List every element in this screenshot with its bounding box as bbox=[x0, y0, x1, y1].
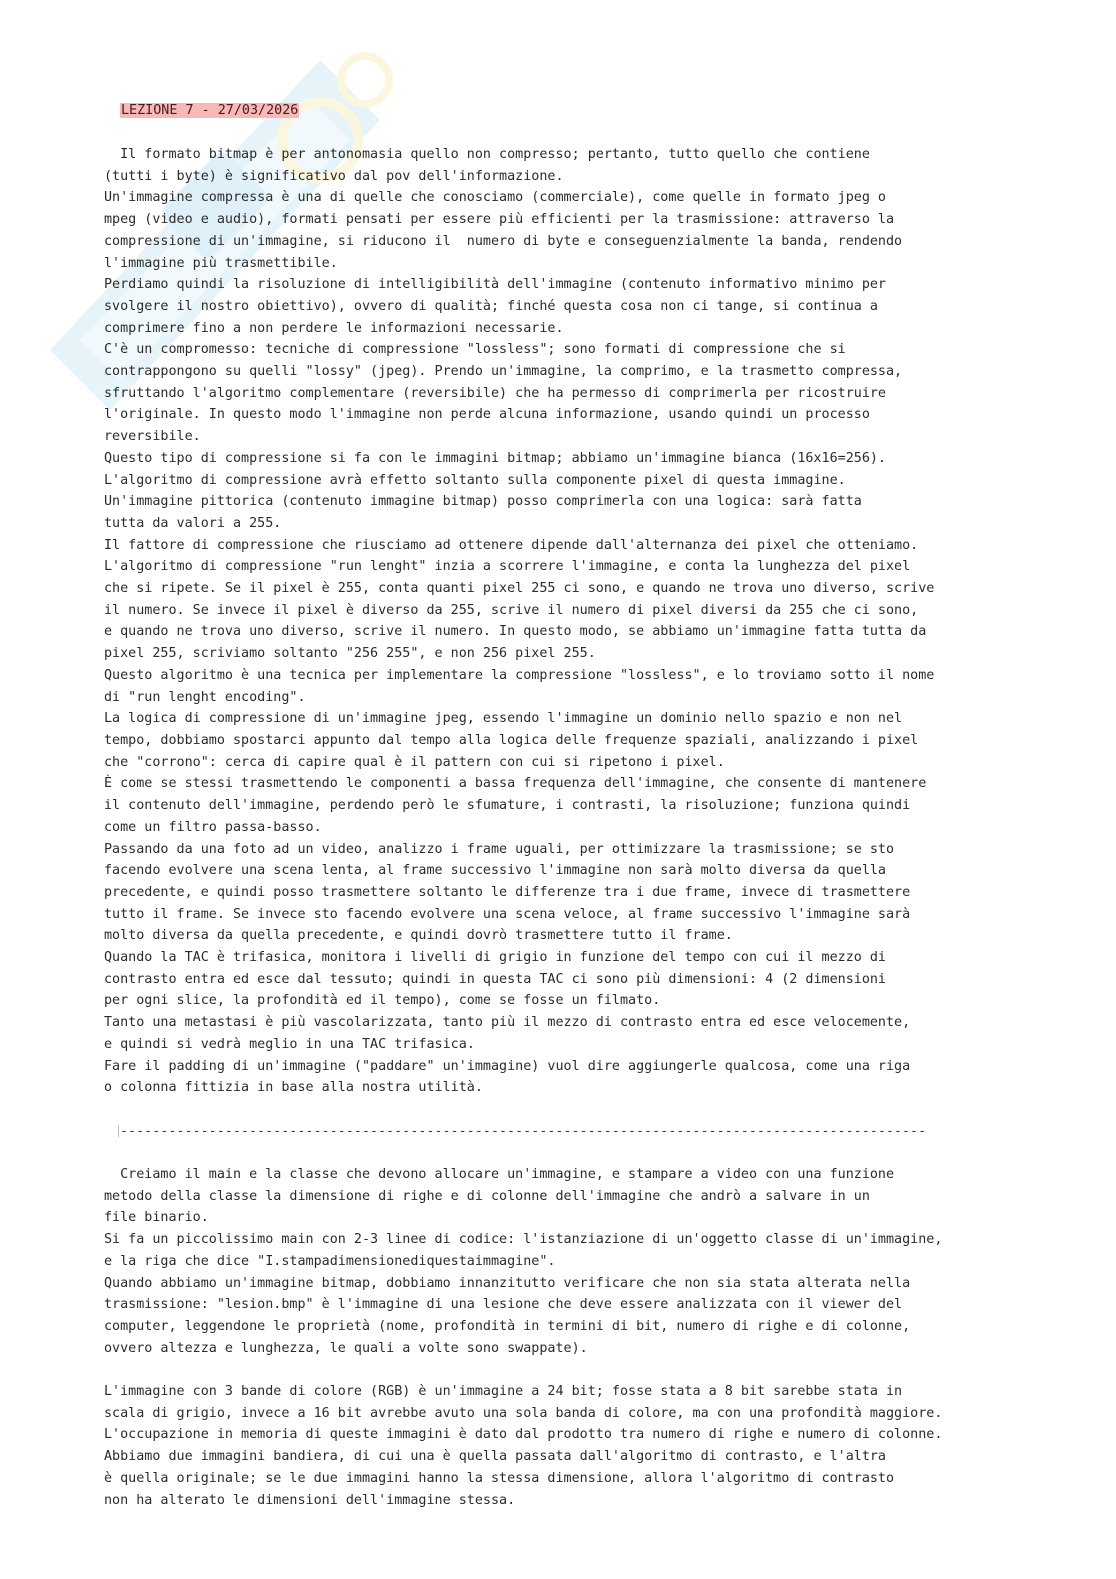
lesson-title-line bbox=[104, 100, 984, 122]
lesson-title: LEZIONE 7 - 27/03/2026 bbox=[121, 103, 299, 118]
separator-dashes: ---------------------------------------------------------------------------------------------------- bbox=[120, 1123, 927, 1139]
spacer bbox=[104, 1099, 984, 1121]
spacer bbox=[104, 1142, 984, 1164]
section-compression-notes: Il formato bitmap è per antonomasia quello non compresso; pertanto, tutto quello che contiene (tutti i byte) è significativo dal pov dell'informazione. Un'immagine compressa è una di quelle che conosciamo (commerciale), come quelle in formato jpeg o mpeg (video e audio), formati pensati per essere più efficienti per la trasmissione: attraverso la compressione di un'immagine, si riducono il numero di byte e conseguenzialmente la banda, rendendo l'immagine più trasmettibile. Perdiamo quindi la risoluzione di intelligibilità dell'immagine (contenuto informativo minimo per svolgere il nostro obiettivo), ovvero di qualità; finché questa cosa non ci tange, si continua a comprimere fino a non perdere le informazioni necessarie. C'è un compromesso: tecniche di compressione "lossless"; sono formati di compressione che si contrappongono su quelli "lossy" (jpeg). Prendo un'immagine, la comprimo, e la trasmetto compressa, sfruttando l'algoritmo complementare (reversibile) che ha permesso di comprimerla per ricostruire l'originale. In questo modo l'immagine non perde alcuna informazione, usando quindi un processo reversibile. Questo tipo di compressione si fa con le immagini bitmap; abbiamo un'immagine bianca (16x16=256). L'algoritmo di compressione avrà effetto soltanto sulla componente pixel di questa immagine. Un'immagine pittorica (contenuto immagine bitmap) posso comprimerla con una logica: sarà fatta tutta da valori a 255. Il fattore di compressione che riusciamo ad ottenere dipende dall'alternanza dei pixel che otteniamo. L'algoritmo di compressione "run lenght" inzia a scorrere l'immagine, e conta la lunghezza del pixel che si ripete. Se il pixel è 255, conta quanti pixel 255 ci sono, e quando ne trova uno diverso, scrive il numero. Se invece il pixel è diverso da 255, scrive il numero di pixel diversi da 255 che ci sono, e quando ne trova uno diverso, scrive il numero. In questo modo, se abbiamo un'immagine fatta tutta da pixel 255, scriviamo soltanto "256 255", e non 256 pixel 255. Questo algoritmo è una tecnica per implementare la compressione "lossless", e lo troviamo sotto il nome di "run lenght encoding". La logica di compressione di un'immagine jpeg, essendo l'immagine un dominio nello spazio e non nel tempo, dobbiamo spostarci appunto dal tempo alla logica delle frequenze spaziali, analizzando i pixel che "corrono": cerca di capire qual è il pattern con cui si ripetono i pixel. È come se stessi trasmettendo le componenti a bassa frequenza dell'immagine, che consente di mantenere il contenuto dell'immagine, perdendo però le sfumature, i contrasti, la risoluzione; funziona quindi come un filtro passa-basso. Passando da una foto ad un video, analizzo i frame uguali, per ottimizzare la trasmissione; se sto facendo evolvere una scena lenta, al frame successivo l'immagine non sarà molto diversa da quella precedente, e quindi posso trasmettere soltanto le differenze tra i due frame, invece di trasmettere tutto il frame. Se invece sto facendo evolvere una scena veloce, al frame successivo l'immagine sarà molto diversa da quella precedente, e quindi dovrò trasmettere tutto il frame. Quando la TAC è trifasica, monitora i livelli di grigio in funzione del tempo con cui il mezzo di contrasto entra ed esce dal tessuto; quindi in questa TAC ci sono più dimensioni: 4 (2 dimensioni per ogni slice, la profondità ed il tempo), come se fosse un filmato. Tanto una metastasi è più vascolarizzata, tanto più il mezzo di contrasto entra ed esce velocemente, e quindi si vedrà meglio in una TAC trifasica. Fare il padding di un'immagine ("paddare" un'immagine) vuol dire aggiungerle qualcosa, come una riga o colonna fittizia in base alla nostra utilità. bbox=[104, 147, 935, 1096]
document-page bbox=[104, 100, 984, 1511]
section-main-class-notes: Creiamo il main e la classe che devono allocare un'immagine, e stampare a video con una funzione metodo della classe la dimensione di righe e di colonne dell'immagine che andrò a salvare in un file binario. Si fa un piccolissimo main con 2-3 linee di codice: l'istanziazione di un'oggetto classe di un'immagine, e la riga che dice "I.stampadimensionediquestaimmagine". Quando abbiamo un'immagine bitmap, dobbiamo innanzitutto verificare che non sia stata alterata nella trasmissione: "lesion.bmp" è l'immagine di una lesione che deve essere analizzata con il viewer del computer, leggendone le proprietà (nome, profondità in termini di bit, numero di righe e di colonne, ovvero altezza e lunghezza, le quali a volte sono swappate). bbox=[104, 1167, 943, 1356]
separator-tick bbox=[118, 1125, 119, 1137]
spacer bbox=[104, 1359, 984, 1381]
section-separator bbox=[104, 1121, 984, 1143]
section-color-bands-notes: L'immagine con 3 bande di colore (RGB) è un'immagine a 24 bit; fosse stata a 8 bit sarebbe stata in scala di grigio, invece a 16 bit avrebbe avuto una sola banda di colore, ma con una profondità maggiore. L'occupazione in memoria di queste immagini è dato dal prodotto tra numero di righe e numero di colonne. Abbiamo due immagini bandiera, di cui una è quella passata dall'algoritmo di contrasto, e l'altra è quella originale; se le due immagini hanno la stessa dimensione, allora l'algoritmo di contrasto non ha alterato le dimensioni dell'immagine stessa. bbox=[104, 1384, 943, 1508]
